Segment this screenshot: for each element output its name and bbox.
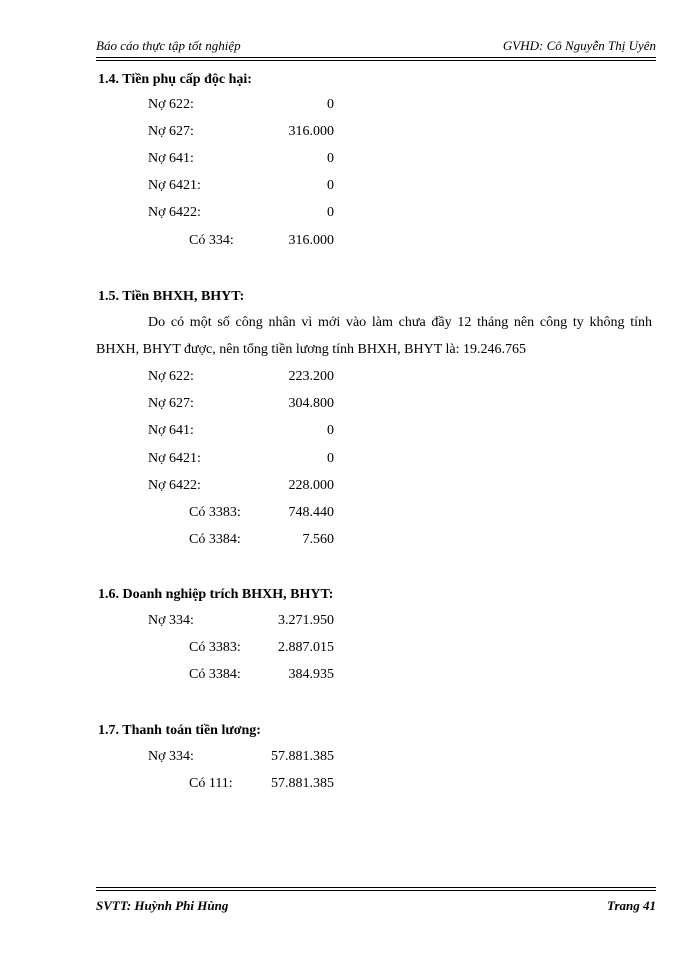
entry-row xyxy=(148,749,334,767)
entry-row-credit xyxy=(189,640,334,658)
entry-value: 0 xyxy=(327,178,334,193)
entry-label: Có 3383: xyxy=(189,505,241,520)
entry-row-credit xyxy=(189,505,334,523)
entry-row-credit xyxy=(189,532,334,550)
entry-value: 228.000 xyxy=(288,478,334,493)
entry-label: Nợ 6422: xyxy=(148,478,201,493)
entry-row xyxy=(148,97,334,115)
entry-row xyxy=(148,205,334,223)
entry-value: 2.887.015 xyxy=(278,640,334,655)
entry-label: Có 334: xyxy=(189,233,234,248)
page-number: Trang 41 xyxy=(607,898,656,913)
entry-value: 316.000 xyxy=(288,233,334,248)
section-paragraph xyxy=(96,309,652,363)
entry-value: 0 xyxy=(327,97,334,112)
entry-label: Nợ 334: xyxy=(148,749,194,764)
entry-label: Nợ 641: xyxy=(148,151,194,166)
entry-label: Nợ 334: xyxy=(148,613,194,628)
entry-label: Nợ 622: xyxy=(148,369,194,384)
entry-value: 0 xyxy=(327,451,334,466)
footer-divider-double xyxy=(96,890,656,891)
entry-row xyxy=(148,451,334,469)
section-heading-1-7: 1.7. Thanh toán tiền lương: xyxy=(98,723,261,738)
entry-label: Có 3384: xyxy=(189,532,241,547)
entry-value: 0 xyxy=(327,151,334,166)
footer-student: SVTT: Huỳnh Phi Hùng xyxy=(96,898,229,913)
entry-label: Nợ 627: xyxy=(148,124,194,139)
entry-value: 0 xyxy=(327,423,334,438)
entry-label: Nợ 641: xyxy=(148,423,194,438)
entry-value: 384.935 xyxy=(288,667,334,682)
section-heading-1-6: 1.6. Doanh nghiệp trích BHXH, BHYT: xyxy=(98,587,334,602)
footer-divider xyxy=(96,887,656,888)
section-heading-1-4: 1.4. Tiền phụ cấp độc hại: xyxy=(98,72,252,87)
entry-value: 0 xyxy=(327,205,334,220)
entry-row-credit xyxy=(189,667,334,685)
paragraph-line-2: BHXH, BHYT được, nên tổng tiền lương tính BHXH, BHYT là: 19.246.765 xyxy=(96,342,527,357)
entry-row xyxy=(148,151,334,169)
entry-value: 748.440 xyxy=(288,505,334,520)
header-divider xyxy=(96,57,656,58)
entry-row xyxy=(148,613,334,631)
entry-label: Có 3383: xyxy=(189,640,241,655)
entry-value: 57.881.385 xyxy=(271,776,334,791)
entry-label: Có 111: xyxy=(189,776,233,791)
entry-value: 57.881.385 xyxy=(271,749,334,764)
entry-label: Nợ 622: xyxy=(148,97,194,112)
entry-row xyxy=(148,423,334,441)
entry-row xyxy=(148,396,334,414)
entry-label: Có 3384: xyxy=(189,667,241,682)
entry-label: Nợ 627: xyxy=(148,396,194,411)
entry-label: Nợ 6421: xyxy=(148,451,201,466)
entry-value: 316.000 xyxy=(288,124,334,139)
header-report-title: Báo cáo thực tập tốt nghiệp xyxy=(96,38,241,53)
page-header xyxy=(96,38,656,56)
entry-label: Nợ 6422: xyxy=(148,205,201,220)
entry-label: Nợ 6421: xyxy=(148,178,201,193)
page-footer xyxy=(96,898,656,916)
entry-row-credit xyxy=(189,233,334,251)
entry-value: 304.800 xyxy=(288,396,334,411)
entry-row xyxy=(148,369,334,387)
entry-row xyxy=(148,478,334,496)
entry-row xyxy=(148,178,334,196)
entry-value: 3.271.950 xyxy=(278,613,334,628)
header-divider-double xyxy=(96,60,656,61)
entry-row-credit xyxy=(189,776,334,794)
paragraph-line-1: Do có một số công nhân vì mới vào làm chưa đầy 12 tháng nên công ty không tính xyxy=(148,315,652,330)
entry-value: 7.560 xyxy=(302,532,334,547)
entry-value: 223.200 xyxy=(288,369,334,384)
section-heading-1-5: 1.5. Tiền BHXH, BHYT: xyxy=(98,289,245,304)
header-supervisor: GVHD: Cô Nguyễn Thị Uyên xyxy=(502,38,656,53)
entry-row xyxy=(148,124,334,142)
